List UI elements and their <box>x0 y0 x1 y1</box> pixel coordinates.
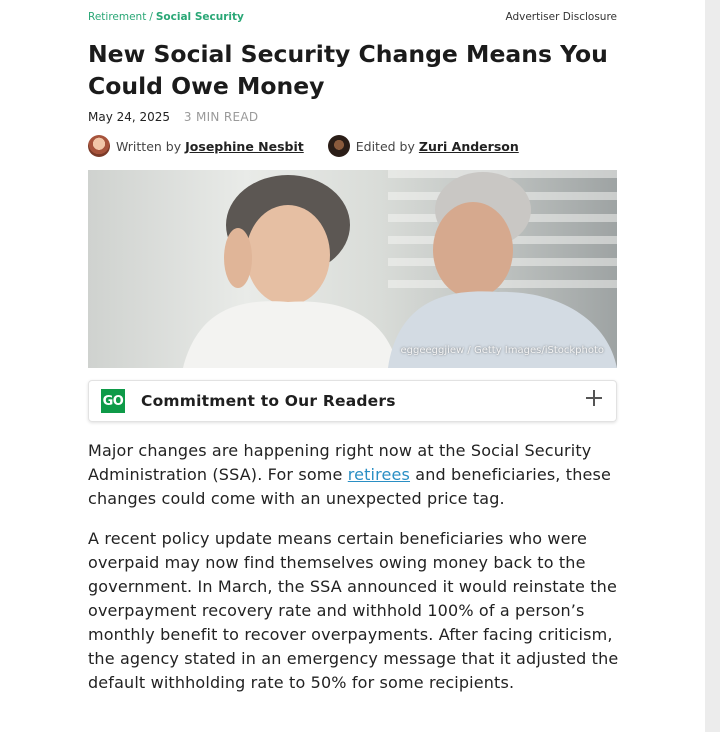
top-bar <box>88 11 617 25</box>
advertiser-disclosure-link[interactable]: Advertiser Disclosure <box>505 11 617 23</box>
author-link[interactable]: Josephine Nesbit <box>185 138 304 154</box>
scrollbar[interactable] <box>705 0 720 732</box>
breadcrumb-current-link[interactable]: Social Security <box>155 11 244 23</box>
editor-avatar <box>328 135 350 157</box>
author-prefix: Written by <box>116 138 182 154</box>
author-byline <box>88 135 304 157</box>
paragraph-1 <box>88 439 628 511</box>
editor-link[interactable]: Zuri Anderson <box>418 138 519 154</box>
bylines <box>88 134 519 158</box>
article-meta <box>88 110 258 124</box>
breadcrumb-separator: / <box>149 11 153 23</box>
breadcrumb <box>88 11 244 23</box>
editor-prefix: Edited by <box>355 138 415 154</box>
hero-image <box>88 170 617 368</box>
paragraph-1-text-before: Major changes are happening right now at the Social Security Administration (SSA). For some <box>88 441 592 484</box>
publish-date: May 24, 2025 <box>88 110 171 124</box>
retirees-link[interactable]: retirees <box>347 465 411 484</box>
editor-byline <box>328 135 519 157</box>
commitment-accordion[interactable] <box>88 380 617 422</box>
read-time: 3 MIN READ <box>183 110 259 124</box>
commitment-title: Commitment to Our Readers <box>141 392 396 410</box>
author-avatar <box>88 135 110 157</box>
paragraph-2: A recent policy update means certain beneficiaries who were overpaid may now find themselves owing money back to the government. In March, the SSA announced it would reinstate the overpayment recovery rate and withhold 100% of a person’s monthly benefit to recover overpayments. After facing criticism, the agency stated in an emergency message that it adjusted the default withholding rate to 50% for some recipients. <box>88 529 619 692</box>
plus-icon[interactable] <box>585 389 603 407</box>
go-logo: GO <box>101 389 125 413</box>
paragraph-1-text-after: and beneficiaries, these changes could come with an unexpected price tag. <box>88 465 611 508</box>
hero-photo-illustration <box>88 170 617 368</box>
breadcrumb-parent-link[interactable]: Retirement <box>88 11 147 23</box>
image-credit: eggeeggjiew / Getty Images/iStockphoto <box>400 345 604 356</box>
article-title: New Social Security Change Means You Could Owe Money <box>88 40 608 100</box>
